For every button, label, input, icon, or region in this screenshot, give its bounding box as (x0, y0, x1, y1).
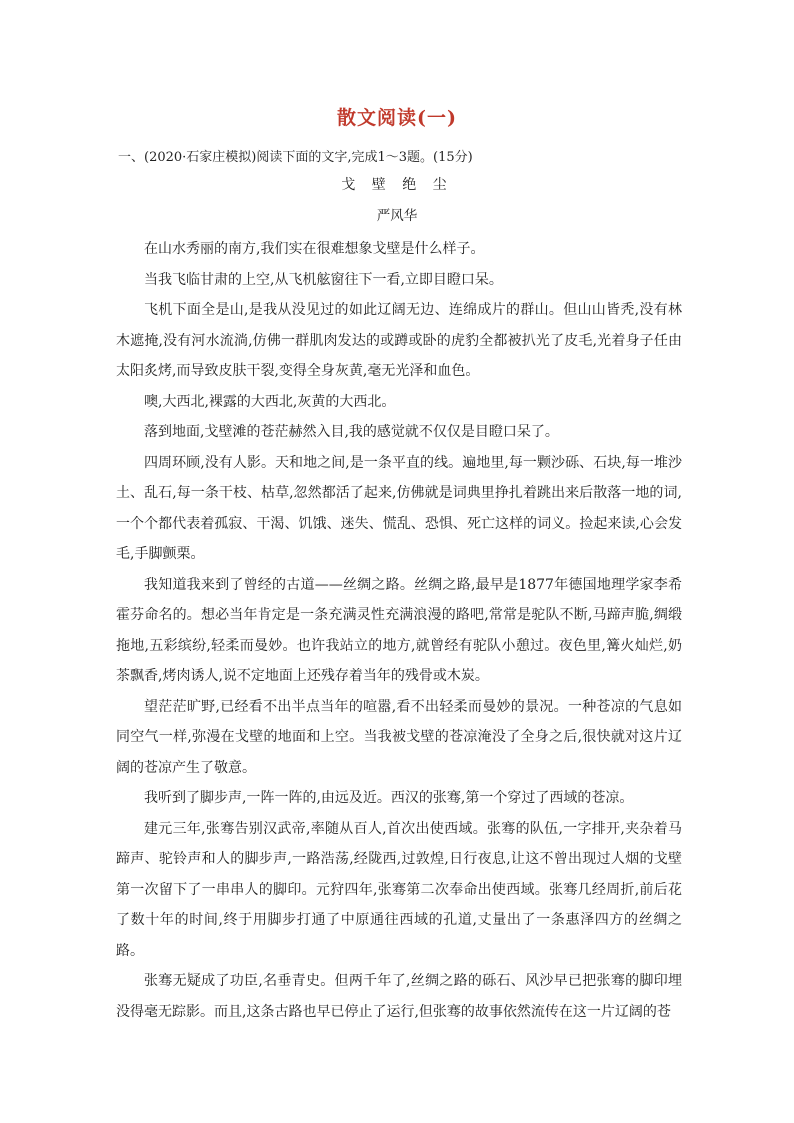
essay-body (116, 234, 682, 1027)
paragraph: 当我飞临甘肃的上空,从飞机舷窗往下一看,立即目瞪口呆。 (144, 271, 503, 288)
paragraph: 我知道我来到了曾经的古道——丝绸之路。丝绸之路,最早是1877年德国地理学家李希霍芬命名的。想必当年肯定是一条充满灵性充满浪漫的路吧,常常是驼队不断,马蹄声脆,绸缎拖地,五彩缤纷,轻柔而曼妙。也许我站立的地方,就曾经有驼队小憩过。夜色里,篝火灿烂,奶茶飘香,烤肉诱人,说不定地面上还残存着当年的残骨或木炭。 (116, 576, 682, 684)
paragraph: 飞机下面全是山,是我从没见过的如此辽阔无边、连绵成片的群山。但山山皆秃,没有林木遮掩,没有河水流淌,仿佛一群肌肉发达的或蹲或卧的虎豹全都被扒光了皮毛,光着身子任由太阳炙烤,而导致皮肤干裂,变得全身灰黄,毫无光泽和血色。 (116, 302, 682, 379)
paragraph: 四周环顾,没有人影。天和地之间,是一条平直的线。遍地里,每一颗沙砾、石块,每一堆沙土、乱石,每一条干枝、枯草,忽然都活了起来,仿佛就是词典里挣扎着跳出来后散落一地的词,一个个都代表着孤寂、干渴、饥饿、迷失、慌乱、恐惧、死亡这样的词义。捡起来读,心会发毛,手脚颤栗。 (116, 454, 682, 562)
essay-title: 戈 壁 绝 尘 (341, 177, 453, 193)
page-title: 散文阅读(一) (337, 107, 457, 129)
question-instruction: 一、(2020·石家庄模拟)阅读下面的文字,完成1～3题。(15分) (118, 150, 473, 165)
paragraph: 落到地面,戈壁滩的苍茫赫然入目,我的感觉就不仅仅是目瞪口呆了。 (144, 424, 559, 440)
paragraph: 张骞无疑成了功臣,名垂青史。但两千年了,丝绸之路的砾石、风沙早已把张骞的脚印埋没得毫无踪影。而且,这条古路也早已停止了运行,但张骞的故事依然流传在这一片辽阔的苍 (116, 973, 682, 1020)
paragraph: 望茫茫旷野,已经看不出半点当年的喧嚣,看不出轻柔而曼妙的景况。一种苍凉的气息如同空气一样,弥漫在戈壁的地面和上空。当我被戈壁的苍凉淹没了全身之后,很快就对这片辽阔的苍凉产生了敬意。 (116, 698, 682, 776)
paragraph: 在山水秀丽的南方,我们实在很难想象戈壁是什么样子。 (144, 241, 485, 257)
paragraph: 建元三年,张骞告别汉武帝,率随从百人,首次出使西域。张骞的队伍,一字排开,夹杂着马蹄声、驼铃声和人的脚步声,一路浩荡,经陇西,过敦煌,日行夜息,让这不曾出现过人烟的戈壁第一次留下了一串串人的脚印。元狩四年,张骞第二次奉命出使西域。张骞几经周折,前后花了数十年的时间,终于用脚步打通了中原通往西域的孔道,丈量出了一条惠泽四方的丝绸之路。 (116, 820, 682, 959)
essay-author: 严风华 (376, 208, 418, 224)
paragraph: 噢,大西北,裸露的大西北,灰黄的大西北。 (144, 393, 396, 410)
paragraph: 我听到了脚步声,一阵一阵的,由远及近。西汉的张骞,第一个穿过了西域的苍凉。 (144, 790, 634, 806)
